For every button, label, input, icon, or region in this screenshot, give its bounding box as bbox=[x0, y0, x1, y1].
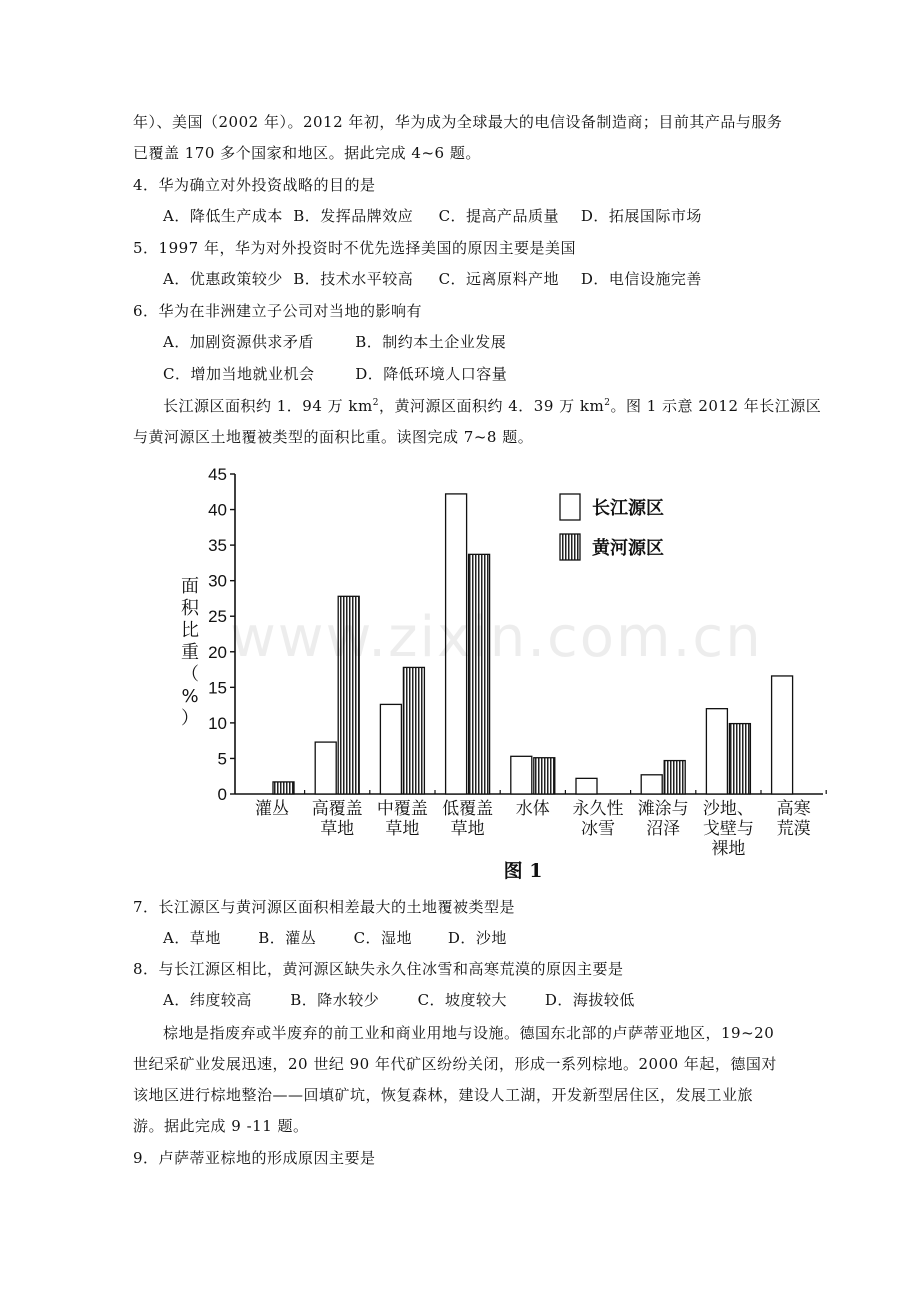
y-tick-label: 0 bbox=[217, 785, 227, 804]
legend-swatch bbox=[560, 534, 580, 560]
bar-changjiang bbox=[380, 704, 401, 794]
question-8-stem: 8．与长江源区相比，黄河源区缺失永久住冰雪和高寒荒漠的原因主要是 bbox=[133, 960, 624, 978]
option-b[interactable]: B．灌丛 bbox=[258, 929, 317, 947]
legend-swatch bbox=[560, 494, 580, 520]
y-axis-label-char: % bbox=[181, 686, 199, 707]
x-tick-label: 裸地 bbox=[711, 839, 746, 859]
option-c[interactable]: C．提高产品质量 bbox=[438, 207, 560, 225]
option-d[interactable]: D．拓展国际市场 bbox=[580, 207, 702, 225]
y-tick-label: 30 bbox=[208, 571, 227, 591]
chart-bars bbox=[273, 494, 826, 794]
y-axis-label-char: （ bbox=[181, 664, 199, 685]
option-a[interactable]: A．草地 bbox=[163, 929, 221, 947]
option-b[interactable]: B．发挥品牌效应 bbox=[293, 207, 414, 225]
option-b[interactable]: B．降水较少 bbox=[290, 991, 380, 1009]
y-tick-label: 5 bbox=[217, 749, 227, 769]
option-c[interactable]: C．坡度较大 bbox=[417, 991, 508, 1009]
option-b[interactable]: B．技术水平较高 bbox=[293, 270, 414, 288]
x-tick-label: 水体 bbox=[515, 799, 550, 819]
legend-label: 长江源区 bbox=[592, 498, 664, 519]
question-9-stem: 9．卢萨蒂亚棕地的形成原因主要是 bbox=[133, 1149, 376, 1167]
passage3-line-4: 游。据此完成 9 -11 题。 bbox=[133, 1117, 309, 1135]
question-6-options-row2 bbox=[163, 363, 507, 385]
superscript-2: 2 bbox=[604, 398, 611, 408]
y-tick-label: 10 bbox=[208, 713, 227, 733]
bar-changjiang bbox=[772, 676, 793, 794]
question-5-stem: 5．1997 年，华为对外投资时不优先选择美国的原因主要是美国 bbox=[133, 239, 576, 257]
question-7-stem: 7．长江源区与黄河源区面积相差最大的土地覆被类型是 bbox=[133, 898, 516, 916]
bar-changjiang bbox=[706, 709, 727, 794]
watermark: www.zixin.com.cn bbox=[230, 605, 763, 670]
figure-1-chart bbox=[163, 458, 833, 884]
bar-changjiang bbox=[315, 742, 336, 794]
passage3-line-1: 棕地是指废弃或半废弃的前工业和商业用地与设施。德国东北部的卢萨蒂亚地区，19~20 bbox=[163, 1024, 775, 1042]
y-tick-label: 40 bbox=[208, 500, 227, 520]
option-c[interactable]: C．湿地 bbox=[353, 929, 413, 947]
x-tick-label: 草地 bbox=[385, 819, 420, 839]
y-tick-label: 35 bbox=[208, 536, 227, 556]
option-a[interactable]: A．纬度较高 bbox=[163, 991, 252, 1009]
bar-huanghe bbox=[338, 596, 359, 794]
passage3-line-3: 该地区进行棕地整治——回填矿坑，恢复森林，建设人工湖，开发新型居住区，发展工业旅 bbox=[133, 1086, 754, 1104]
legend-label: 黄河源区 bbox=[592, 538, 664, 559]
y-tick-label: 15 bbox=[208, 678, 227, 698]
x-tick-label: 沙地、 bbox=[702, 799, 754, 819]
question-5-options bbox=[163, 268, 702, 290]
option-b[interactable]: B．制约本土企业发展 bbox=[355, 333, 507, 351]
x-tick-label: 滩涂与 bbox=[637, 799, 689, 819]
option-a[interactable]: A．优惠政策较少 bbox=[163, 270, 283, 288]
x-tick-label: 戈壁与 bbox=[702, 819, 754, 839]
x-tick-label: 低覆盖 bbox=[442, 799, 494, 819]
question-4-stem: 4．华为确立对外投资战略的目的是 bbox=[133, 176, 376, 194]
y-axis-label-char: ） bbox=[181, 708, 199, 729]
intro-line-2: 已覆盖 170 多个国家和地区。据此完成 4~6 题。 bbox=[133, 144, 481, 162]
bar-changjiang bbox=[576, 778, 597, 794]
y-axis-label-char: 面 bbox=[181, 576, 199, 597]
passage3-line-2: 世纪采矿业发展迅速，20 世纪 90 年代矿区纷纷关闭，形成一系列棕地。2000 年起，德国对 bbox=[133, 1055, 777, 1073]
superscript-2: 2 bbox=[372, 398, 379, 408]
intro-line-1: 年）、美国（2002 年）。2012 年初，华为成为全球最大的电信设备制造商；目前其产品与服务 bbox=[133, 113, 783, 131]
question-7-options bbox=[163, 927, 507, 949]
bar-huanghe bbox=[403, 667, 424, 794]
bar-huanghe bbox=[729, 724, 750, 794]
bar-changjiang bbox=[641, 775, 662, 794]
bar-huanghe bbox=[273, 782, 294, 794]
x-tick-label: 草地 bbox=[450, 819, 485, 839]
x-tick-label: 冰雪 bbox=[581, 819, 615, 839]
y-axis-label bbox=[181, 576, 200, 729]
y-axis-label-char: 积 bbox=[181, 598, 199, 619]
option-d[interactable]: D．电信设施完善 bbox=[580, 270, 702, 288]
x-tick-label: 荒漠 bbox=[776, 819, 811, 839]
option-d[interactable]: D．沙地 bbox=[447, 929, 507, 947]
bar-changjiang bbox=[511, 756, 532, 794]
bar-huanghe bbox=[534, 758, 555, 794]
y-axis-ticks bbox=[208, 465, 235, 804]
question-8-options bbox=[163, 989, 635, 1011]
passage2-line-2: 与黄河源区土地覆被类型的面积比重。读图完成 7~8 题。 bbox=[133, 428, 534, 446]
question-4-options bbox=[163, 205, 702, 227]
option-a[interactable]: A．降低生产成本 bbox=[163, 207, 283, 225]
option-d[interactable]: D．降低环境人口容量 bbox=[355, 365, 508, 383]
chart-legend bbox=[560, 494, 664, 560]
passage2-text-3: 。图 1 示意 2012 年长江源区 bbox=[610, 397, 822, 415]
y-axis-label-char: 比 bbox=[181, 620, 199, 641]
x-tick-label: 草地 bbox=[320, 819, 355, 839]
option-c[interactable]: C．远离原料产地 bbox=[438, 270, 560, 288]
bar-huanghe bbox=[664, 761, 685, 794]
x-tick-label: 灌丛 bbox=[255, 799, 289, 819]
option-a[interactable]: A．加剧资源供求矛盾 bbox=[163, 333, 314, 351]
question-6-options-row1 bbox=[163, 331, 506, 353]
y-tick-label: 25 bbox=[208, 607, 227, 627]
y-tick-label: 20 bbox=[208, 642, 227, 662]
x-tick-label: 中覆盖 bbox=[376, 799, 428, 819]
passage2-line-1 bbox=[163, 395, 821, 417]
passage2-text-2: ，黄河源区面积约 4．39 万 km bbox=[378, 397, 605, 415]
x-tick-label: 高寒 bbox=[776, 799, 811, 819]
x-tick-label: 沼泽 bbox=[646, 819, 681, 839]
figure-title: 图 1 bbox=[503, 860, 543, 882]
option-c[interactable]: C．增加当地就业机会 bbox=[163, 365, 315, 383]
question-6-stem: 6．华为在非洲建立子公司对当地的影响有 bbox=[133, 302, 423, 320]
x-axis-labels bbox=[255, 799, 811, 859]
option-d[interactable]: D．海拔较低 bbox=[544, 991, 635, 1009]
x-tick-label: 高覆盖 bbox=[311, 799, 363, 819]
x-tick-label: 永久性 bbox=[572, 799, 624, 819]
y-tick-label: 45 bbox=[208, 465, 227, 484]
passage2-text-1: 长江源区面积约 1．94 万 km bbox=[163, 397, 373, 415]
bar-huanghe bbox=[469, 554, 490, 794]
bar-changjiang bbox=[446, 494, 467, 794]
y-axis-label-char: 重 bbox=[181, 642, 199, 663]
